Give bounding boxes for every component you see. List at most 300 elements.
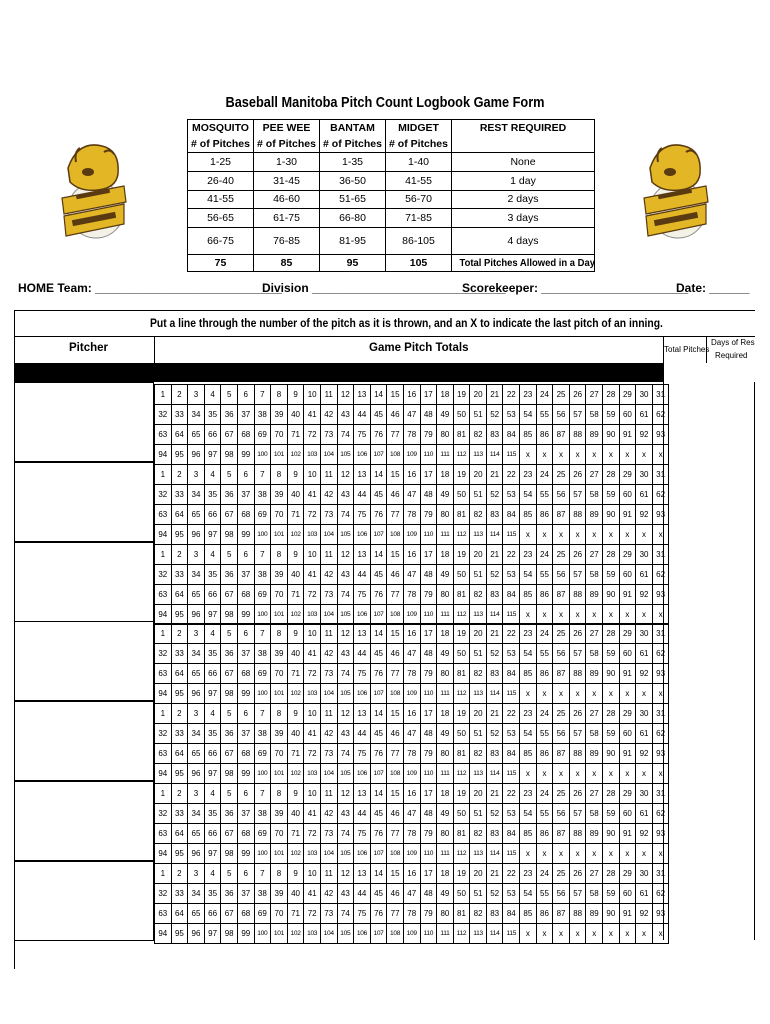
pitch-number-cell[interactable]: 35 (204, 804, 221, 824)
pitch-number-cell[interactable]: 75 (354, 425, 371, 445)
pitch-number-cell[interactable]: 47 (403, 883, 420, 903)
pitch-number-cell[interactable]: 38 (254, 724, 271, 744)
pitch-number-cell[interactable]: 101 (271, 844, 288, 864)
pitch-number-cell[interactable]: 84 (503, 664, 520, 684)
pitch-number-cell[interactable]: 59 (603, 564, 620, 584)
pitch-number-cell[interactable]: 54 (520, 405, 537, 425)
pitch-number-cell[interactable]: 79 (420, 425, 437, 445)
pitch-number-cell[interactable]: 88 (569, 824, 586, 844)
pitch-number-cell[interactable]: 34 (188, 804, 205, 824)
pitch-number-cell[interactable]: 87 (553, 504, 570, 524)
pitch-number-cell[interactable]: 14 (370, 544, 387, 564)
pitch-number-cell[interactable]: 73 (320, 744, 337, 764)
pitch-number-cell[interactable]: 105 (337, 923, 354, 943)
pitch-number-cell[interactable]: 31 (652, 544, 669, 564)
pitch-number-cell[interactable]: x (603, 764, 620, 784)
pitch-number-cell[interactable]: 72 (304, 425, 321, 445)
pitch-number-cell[interactable]: 84 (503, 584, 520, 604)
pitch-number-cell[interactable]: 71 (287, 824, 304, 844)
pitch-number-cell[interactable]: 39 (271, 804, 288, 824)
pitch-number-cell[interactable]: 24 (536, 863, 553, 883)
pitch-number-cell[interactable]: x (586, 923, 603, 943)
pitch-number-cell[interactable]: 76 (370, 903, 387, 923)
pitch-number-cell[interactable]: 85 (520, 903, 537, 923)
pitch-number-cell[interactable]: 4 (204, 544, 221, 564)
pitch-number-cell[interactable]: 64 (171, 504, 188, 524)
pitch-number-cell[interactable]: 28 (603, 544, 620, 564)
pitch-number-cell[interactable]: 108 (387, 524, 404, 544)
pitch-number-cell[interactable]: 61 (636, 804, 653, 824)
pitch-number-cell[interactable]: 68 (237, 824, 254, 844)
pitch-number-cell[interactable]: 52 (486, 644, 503, 664)
pitch-number-cell[interactable]: 50 (453, 804, 470, 824)
pitch-number-cell[interactable]: 82 (470, 425, 487, 445)
pitch-number-cell[interactable]: 10 (304, 863, 321, 883)
pitch-number-cell[interactable]: 88 (569, 903, 586, 923)
pitch-number-cell[interactable]: 81 (453, 504, 470, 524)
pitch-number-cell[interactable]: 10 (304, 704, 321, 724)
pitch-number-cell[interactable]: 79 (420, 664, 437, 684)
pitch-number-cell[interactable]: 32 (155, 405, 172, 425)
pitch-number-cell[interactable]: 92 (636, 744, 653, 764)
pitch-number-cell[interactable]: 96 (188, 923, 205, 943)
pitch-number-cell[interactable]: 63 (155, 744, 172, 764)
pitch-number-cell[interactable]: 16 (403, 624, 420, 644)
pitch-number-cell[interactable]: 41 (304, 804, 321, 824)
pitch-number-cell[interactable]: 113 (470, 844, 487, 864)
pitch-number-cell[interactable]: 57 (569, 644, 586, 664)
pitch-number-cell[interactable]: 111 (437, 524, 454, 544)
pitch-number-cell[interactable]: 27 (586, 464, 603, 484)
pitch-number-cell[interactable]: 61 (636, 405, 653, 425)
pitch-number-cell[interactable]: 80 (437, 584, 454, 604)
pitch-number-cell[interactable]: 44 (354, 564, 371, 584)
pitch-number-cell[interactable]: 54 (520, 883, 537, 903)
pitch-number-cell[interactable]: 95 (171, 844, 188, 864)
pitch-number-cell[interactable]: 113 (470, 764, 487, 784)
pitch-number-cell[interactable]: 66 (204, 504, 221, 524)
pitch-number-cell[interactable]: 38 (254, 484, 271, 504)
pitch-number-cell[interactable]: 56 (553, 644, 570, 664)
pitch-number-cell[interactable]: 11 (320, 464, 337, 484)
pitch-number-cell[interactable]: 30 (636, 704, 653, 724)
pitch-number-cell[interactable]: 42 (320, 405, 337, 425)
pitch-number-cell[interactable]: 18 (437, 704, 454, 724)
pitch-number-cell[interactable]: 57 (569, 484, 586, 504)
pitch-number-cell[interactable]: 7 (254, 385, 271, 405)
pitch-number-cell[interactable]: 47 (403, 644, 420, 664)
pitch-number-cell[interactable]: 112 (453, 684, 470, 704)
pitch-number-cell[interactable]: 105 (337, 445, 354, 465)
pitch-number-cell[interactable]: 76 (370, 504, 387, 524)
pitch-number-cell[interactable]: 71 (287, 504, 304, 524)
pitch-number-cell[interactable]: x (553, 923, 570, 943)
pitch-number-cell[interactable]: 109 (403, 923, 420, 943)
pitch-number-cell[interactable]: 98 (221, 923, 238, 943)
pitch-number-cell[interactable]: 70 (271, 664, 288, 684)
pitch-number-cell[interactable]: 29 (619, 544, 636, 564)
pitch-number-cell[interactable]: 65 (188, 584, 205, 604)
pitch-number-cell[interactable]: 115 (503, 604, 520, 624)
pitch-number-cell[interactable]: 10 (304, 464, 321, 484)
pitch-number-cell[interactable]: 109 (403, 764, 420, 784)
pitch-number-cell[interactable]: 5 (221, 624, 238, 644)
pitch-number-cell[interactable]: 27 (586, 385, 603, 405)
pitch-number-cell[interactable]: 46 (387, 724, 404, 744)
pitch-number-cell[interactable]: 40 (287, 724, 304, 744)
pitch-number-cell[interactable]: 32 (155, 883, 172, 903)
pitch-number-cell[interactable]: 39 (271, 883, 288, 903)
pitch-number-cell[interactable]: 67 (221, 584, 238, 604)
pitch-number-cell[interactable]: 66 (204, 584, 221, 604)
pitch-number-cell[interactable]: 66 (204, 425, 221, 445)
pitch-number-cell[interactable]: 16 (403, 784, 420, 804)
pitch-number-cell[interactable]: 81 (453, 903, 470, 923)
pitch-number-cell[interactable]: 50 (453, 564, 470, 584)
pitcher-name-cell[interactable] (14, 701, 154, 781)
pitch-number-cell[interactable]: 88 (569, 504, 586, 524)
pitch-number-cell[interactable]: 82 (470, 903, 487, 923)
pitch-number-cell[interactable]: 28 (603, 704, 620, 724)
pitch-number-cell[interactable]: 46 (387, 484, 404, 504)
pitch-number-cell[interactable]: 89 (586, 744, 603, 764)
pitch-number-cell[interactable]: 38 (254, 804, 271, 824)
pitch-number-cell[interactable]: 25 (553, 624, 570, 644)
pitch-number-cell[interactable]: 96 (188, 844, 205, 864)
pitch-number-cell[interactable]: 25 (553, 544, 570, 564)
pitch-number-cell[interactable]: 67 (221, 504, 238, 524)
pitch-number-cell[interactable]: 102 (287, 604, 304, 624)
pitch-number-cell[interactable]: 58 (586, 484, 603, 504)
pitch-number-cell[interactable]: 59 (603, 644, 620, 664)
pitch-number-cell[interactable]: 11 (320, 385, 337, 405)
pitch-number-cell[interactable]: 75 (354, 664, 371, 684)
pitch-number-cell[interactable]: 104 (320, 844, 337, 864)
pitch-number-cell[interactable]: 18 (437, 544, 454, 564)
pitch-number-cell[interactable]: 104 (320, 923, 337, 943)
pitch-number-cell[interactable]: 86 (536, 824, 553, 844)
pitch-number-cell[interactable]: 30 (636, 863, 653, 883)
pitch-number-cell[interactable]: 113 (470, 923, 487, 943)
pitch-number-cell[interactable]: 3 (188, 464, 205, 484)
pitch-number-cell[interactable]: 46 (387, 883, 404, 903)
pitch-number-cell[interactable]: 110 (420, 604, 437, 624)
pitch-number-cell[interactable]: 3 (188, 624, 205, 644)
pitch-number-cell[interactable]: 115 (503, 445, 520, 465)
pitch-number-cell[interactable]: 97 (204, 604, 221, 624)
pitch-number-cell[interactable]: 100 (254, 764, 271, 784)
pitch-number-cell[interactable]: 22 (503, 464, 520, 484)
pitch-number-cell[interactable]: 88 (569, 744, 586, 764)
pitch-number-cell[interactable]: 3 (188, 544, 205, 564)
pitch-number-cell[interactable]: 6 (237, 385, 254, 405)
pitch-number-cell[interactable]: 81 (453, 744, 470, 764)
pitch-number-cell[interactable]: 19 (453, 464, 470, 484)
pitch-number-cell[interactable]: 56 (553, 564, 570, 584)
pitch-number-cell[interactable]: 97 (204, 684, 221, 704)
pitch-number-cell[interactable]: 41 (304, 883, 321, 903)
pitch-number-cell[interactable]: 47 (403, 564, 420, 584)
pitch-number-cell[interactable]: 97 (204, 844, 221, 864)
pitch-number-cell[interactable]: 70 (271, 744, 288, 764)
pitch-number-cell[interactable]: 92 (636, 425, 653, 445)
pitch-number-cell[interactable]: 80 (437, 504, 454, 524)
pitch-number-cell[interactable]: 21 (486, 863, 503, 883)
pitch-number-cell[interactable]: 80 (437, 664, 454, 684)
pitch-number-cell[interactable]: 75 (354, 504, 371, 524)
pitch-number-cell[interactable]: 70 (271, 903, 288, 923)
pitch-number-cell[interactable]: 72 (304, 504, 321, 524)
pitch-number-cell[interactable]: 73 (320, 504, 337, 524)
pitch-number-cell[interactable]: 113 (470, 684, 487, 704)
pitch-number-cell[interactable]: 2 (171, 624, 188, 644)
pitch-number-cell[interactable]: 95 (171, 684, 188, 704)
pitch-number-cell[interactable]: 40 (287, 564, 304, 584)
pitch-number-cell[interactable]: 113 (470, 524, 487, 544)
pitch-number-cell[interactable]: 52 (486, 804, 503, 824)
pitch-number-cell[interactable]: x (619, 604, 636, 624)
pitch-number-cell[interactable]: 56 (553, 484, 570, 504)
pitch-number-cell[interactable]: 19 (453, 784, 470, 804)
pitch-number-cell[interactable]: 17 (420, 704, 437, 724)
pitch-number-cell[interactable]: 114 (486, 684, 503, 704)
pitch-number-cell[interactable]: 40 (287, 644, 304, 664)
pitch-number-cell[interactable]: 4 (204, 784, 221, 804)
pitch-number-cell[interactable]: 85 (520, 664, 537, 684)
pitch-number-cell[interactable]: 44 (354, 724, 371, 744)
pitch-number-cell[interactable]: 78 (403, 664, 420, 684)
pitch-number-cell[interactable]: 71 (287, 664, 304, 684)
pitch-number-cell[interactable]: 39 (271, 564, 288, 584)
pitch-number-cell[interactable]: 24 (536, 464, 553, 484)
pitch-number-cell[interactable]: 104 (320, 604, 337, 624)
pitch-number-cell[interactable]: 95 (171, 764, 188, 784)
pitch-number-cell[interactable]: 103 (304, 684, 321, 704)
pitch-number-cell[interactable]: 26 (569, 784, 586, 804)
pitch-number-cell[interactable]: 106 (354, 524, 371, 544)
pitch-number-cell[interactable]: 70 (271, 504, 288, 524)
pitch-number-cell[interactable]: x (586, 684, 603, 704)
pitch-number-cell[interactable]: 43 (337, 484, 354, 504)
pitch-number-cell[interactable]: 80 (437, 425, 454, 445)
pitch-number-cell[interactable]: 5 (221, 464, 238, 484)
pitch-number-cell[interactable]: 69 (254, 824, 271, 844)
pitch-number-cell[interactable]: 73 (320, 824, 337, 844)
pitch-number-cell[interactable]: 101 (271, 524, 288, 544)
pitch-number-cell[interactable]: 5 (221, 863, 238, 883)
pitch-number-cell[interactable]: 30 (636, 624, 653, 644)
pitch-number-cell[interactable]: 76 (370, 744, 387, 764)
pitch-number-cell[interactable]: 18 (437, 863, 454, 883)
pitch-number-cell[interactable]: 78 (403, 744, 420, 764)
pitch-number-cell[interactable]: 48 (420, 564, 437, 584)
pitch-number-cell[interactable]: 96 (188, 524, 205, 544)
pitch-number-cell[interactable]: 84 (503, 744, 520, 764)
home-team-field[interactable]: HOME Team: ____________________________ (18, 281, 282, 295)
pitch-number-cell[interactable]: 67 (221, 903, 238, 923)
pitch-number-cell[interactable]: 104 (320, 684, 337, 704)
pitch-number-cell[interactable]: 108 (387, 844, 404, 864)
pitch-number-cell[interactable]: 63 (155, 903, 172, 923)
pitch-number-cell[interactable]: 85 (520, 504, 537, 524)
pitch-number-cell[interactable]: 12 (337, 544, 354, 564)
pitch-number-cell[interactable]: 64 (171, 744, 188, 764)
pitch-number-cell[interactable]: 97 (204, 445, 221, 465)
pitch-number-cell[interactable]: 3 (188, 704, 205, 724)
pitch-number-cell[interactable]: 19 (453, 624, 470, 644)
pitch-number-cell[interactable]: 48 (420, 883, 437, 903)
pitch-number-cell[interactable]: 63 (155, 504, 172, 524)
pitch-number-cell[interactable]: 12 (337, 784, 354, 804)
pitch-number-cell[interactable]: x (520, 764, 537, 784)
pitch-number-cell[interactable]: 44 (354, 405, 371, 425)
pitch-number-cell[interactable]: 2 (171, 704, 188, 724)
pitch-number-cell[interactable]: 64 (171, 664, 188, 684)
pitch-number-cell[interactable]: 52 (486, 564, 503, 584)
pitch-number-cell[interactable]: 38 (254, 405, 271, 425)
pitch-number-cell[interactable]: x (619, 524, 636, 544)
pitch-number-cell[interactable]: 4 (204, 624, 221, 644)
pitch-number-cell[interactable]: 114 (486, 844, 503, 864)
pitch-number-cell[interactable]: 96 (188, 445, 205, 465)
pitch-number-cell[interactable]: 22 (503, 863, 520, 883)
pitch-number-cell[interactable]: 19 (453, 863, 470, 883)
pitch-number-cell[interactable]: 88 (569, 584, 586, 604)
pitch-number-cell[interactable]: 12 (337, 863, 354, 883)
pitch-number-cell[interactable]: x (603, 923, 620, 943)
pitch-number-cell[interactable]: 101 (271, 764, 288, 784)
pitch-number-cell[interactable]: 53 (503, 405, 520, 425)
pitch-number-cell[interactable]: 45 (370, 405, 387, 425)
pitch-number-cell[interactable]: 81 (453, 425, 470, 445)
pitch-number-cell[interactable]: 8 (271, 784, 288, 804)
pitch-number-cell[interactable]: 13 (354, 544, 371, 564)
pitch-number-cell[interactable]: 50 (453, 883, 470, 903)
pitch-number-cell[interactable]: 67 (221, 824, 238, 844)
pitch-number-cell[interactable]: 91 (619, 903, 636, 923)
pitch-number-cell[interactable]: 105 (337, 524, 354, 544)
pitch-number-cell[interactable]: 83 (486, 744, 503, 764)
pitch-number-cell[interactable]: 33 (171, 644, 188, 664)
pitch-number-cell[interactable]: 46 (387, 804, 404, 824)
pitch-number-cell[interactable]: 45 (370, 883, 387, 903)
pitch-number-cell[interactable]: x (619, 445, 636, 465)
pitch-number-cell[interactable]: 7 (254, 624, 271, 644)
pitch-number-cell[interactable]: 67 (221, 744, 238, 764)
pitch-number-cell[interactable]: 76 (370, 584, 387, 604)
pitch-number-cell[interactable]: 68 (237, 903, 254, 923)
pitch-number-cell[interactable]: 18 (437, 784, 454, 804)
pitch-number-cell[interactable]: 108 (387, 604, 404, 624)
pitch-number-cell[interactable]: 84 (503, 903, 520, 923)
pitch-number-cell[interactable]: 112 (453, 445, 470, 465)
pitch-number-cell[interactable]: 90 (603, 664, 620, 684)
pitch-number-cell[interactable]: 34 (188, 564, 205, 584)
pitch-number-cell[interactable]: 85 (520, 425, 537, 445)
pitch-number-cell[interactable]: 75 (354, 584, 371, 604)
pitch-number-cell[interactable]: x (536, 764, 553, 784)
pitch-number-cell[interactable]: 74 (337, 584, 354, 604)
pitcher-name-cell[interactable] (14, 621, 154, 701)
pitch-number-cell[interactable]: 50 (453, 405, 470, 425)
pitch-number-cell[interactable]: 96 (188, 604, 205, 624)
pitch-number-cell[interactable]: 5 (221, 544, 238, 564)
pitch-number-cell[interactable]: 86 (536, 584, 553, 604)
pitch-number-cell[interactable]: 25 (553, 385, 570, 405)
pitch-number-cell[interactable]: 53 (503, 883, 520, 903)
pitch-number-cell[interactable]: 36 (221, 405, 238, 425)
pitch-number-cell[interactable]: 105 (337, 604, 354, 624)
pitch-number-cell[interactable]: 9 (287, 784, 304, 804)
pitch-number-cell[interactable]: 94 (155, 604, 172, 624)
pitch-number-cell[interactable]: 68 (237, 584, 254, 604)
pitch-number-cell[interactable]: x (636, 604, 653, 624)
pitch-number-cell[interactable]: 107 (370, 844, 387, 864)
pitch-number-cell[interactable]: 98 (221, 764, 238, 784)
pitch-number-cell[interactable]: 2 (171, 784, 188, 804)
pitch-number-cell[interactable]: 46 (387, 405, 404, 425)
pitch-number-cell[interactable]: 60 (619, 883, 636, 903)
pitch-number-cell[interactable]: x (520, 923, 537, 943)
pitch-number-cell[interactable]: 80 (437, 903, 454, 923)
pitch-number-cell[interactable]: 102 (287, 844, 304, 864)
pitch-number-cell[interactable]: 94 (155, 844, 172, 864)
pitcher-name-cell[interactable] (14, 382, 154, 462)
pitch-number-cell[interactable]: 14 (370, 385, 387, 405)
pitch-number-cell[interactable]: 110 (420, 684, 437, 704)
pitch-number-cell[interactable]: 42 (320, 484, 337, 504)
pitch-number-cell[interactable]: 108 (387, 684, 404, 704)
pitch-number-cell[interactable]: 76 (370, 425, 387, 445)
pitch-number-cell[interactable]: 34 (188, 405, 205, 425)
pitch-number-cell[interactable]: 82 (470, 584, 487, 604)
pitch-number-cell[interactable]: 75 (354, 903, 371, 923)
pitch-number-cell[interactable]: 7 (254, 784, 271, 804)
pitch-number-cell[interactable]: 115 (503, 684, 520, 704)
pitch-number-cell[interactable]: 79 (420, 584, 437, 604)
pitch-number-cell[interactable]: 42 (320, 804, 337, 824)
pitch-number-cell[interactable]: 115 (503, 764, 520, 784)
pitch-number-cell[interactable]: 107 (370, 684, 387, 704)
pitch-number-cell[interactable]: 69 (254, 504, 271, 524)
pitch-number-cell[interactable]: 63 (155, 664, 172, 684)
pitch-number-cell[interactable]: 111 (437, 684, 454, 704)
pitch-number-cell[interactable]: 86 (536, 504, 553, 524)
pitch-number-cell[interactable]: 77 (387, 504, 404, 524)
pitch-number-cell[interactable]: 35 (204, 564, 221, 584)
pitch-number-cell[interactable]: 104 (320, 445, 337, 465)
pitch-number-cell[interactable]: 18 (437, 624, 454, 644)
pitch-number-cell[interactable]: 74 (337, 903, 354, 923)
pitch-number-cell[interactable]: 73 (320, 584, 337, 604)
pitch-number-cell[interactable]: 4 (204, 385, 221, 405)
pitcher-name-cell[interactable] (14, 781, 154, 861)
pitch-number-cell[interactable]: x (553, 524, 570, 544)
pitch-number-cell[interactable]: 107 (370, 764, 387, 784)
pitch-number-cell[interactable]: 32 (155, 484, 172, 504)
pitch-number-cell[interactable]: 108 (387, 764, 404, 784)
pitch-number-cell[interactable]: x (520, 684, 537, 704)
pitch-number-cell[interactable]: 27 (586, 624, 603, 644)
pitch-number-cell[interactable]: 67 (221, 664, 238, 684)
date-field[interactable]: Date: ______ (676, 281, 750, 295)
pitch-number-cell[interactable]: x (636, 445, 653, 465)
pitch-number-cell[interactable]: 55 (536, 564, 553, 584)
scorekeeper-field[interactable]: Scorekeeper: ______________________ (462, 281, 689, 295)
pitch-number-cell[interactable]: 45 (370, 724, 387, 744)
pitch-number-cell[interactable]: 42 (320, 564, 337, 584)
pitch-number-cell[interactable]: 5 (221, 385, 238, 405)
